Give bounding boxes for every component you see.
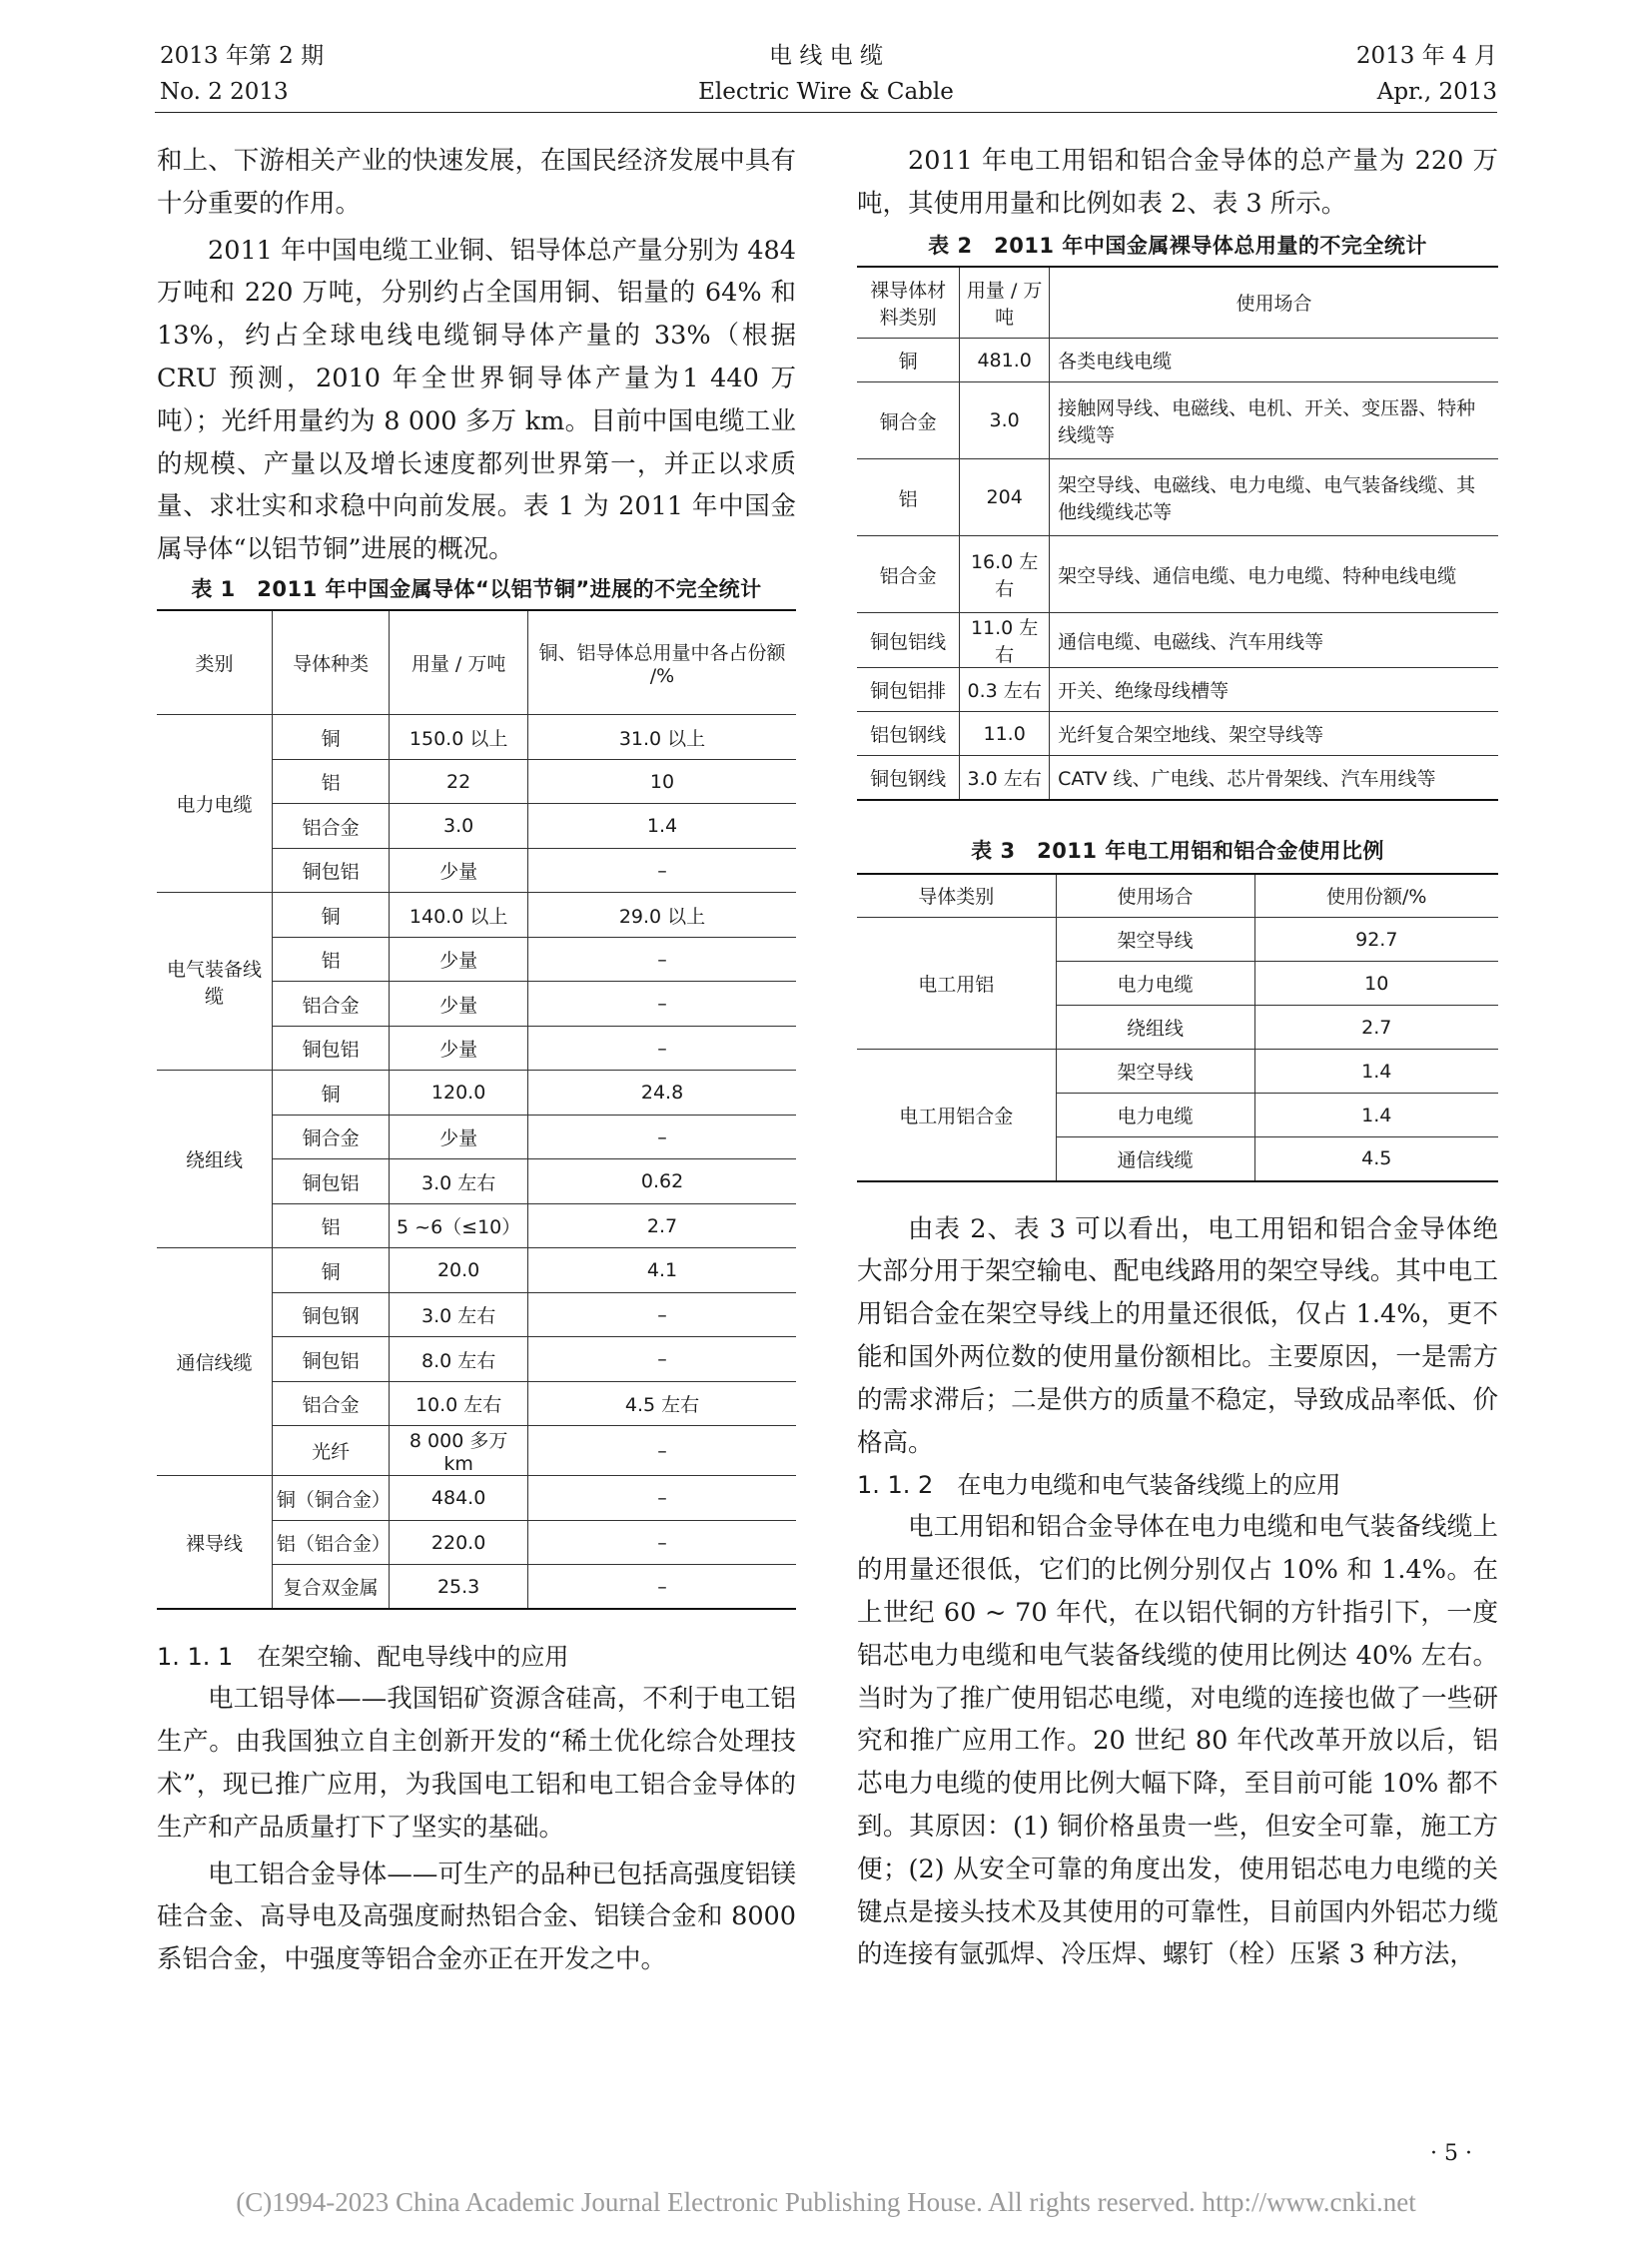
- table-header-cell: 铜、铝导体总用量中各占份额 /%: [528, 610, 796, 715]
- table-cell: 铜包铝: [272, 848, 389, 893]
- page-number: · 5 ·: [1430, 2141, 1472, 2166]
- table-cell: 电力电缆: [1056, 962, 1254, 1006]
- table-cell: –: [528, 1337, 796, 1382]
- category-cell: 电工用铝合金: [857, 1050, 1056, 1181]
- table-cell: 铜: [857, 339, 960, 382]
- table-cell: 3.0 左右: [960, 756, 1050, 800]
- table-cell: 3.0: [390, 804, 528, 849]
- table-cell: 铜合金: [272, 1115, 389, 1159]
- category-cell: 电力电缆: [157, 715, 272, 893]
- table-header-cell: 用量 / 万吨: [390, 610, 528, 715]
- table-cell: 光纤复合架空地线、架空导线等: [1050, 712, 1498, 756]
- journal-title-en: Electric Wire & Cable: [698, 79, 954, 105]
- date-en: Apr., 2013: [1376, 79, 1497, 105]
- table-cell: 22: [390, 759, 528, 804]
- table-cell: 8 000 多万 km: [390, 1426, 528, 1476]
- table-cell: 铜包铝排: [857, 668, 960, 712]
- table-cell: 少量: [390, 848, 528, 893]
- table-cell: 架空导线: [1056, 918, 1254, 962]
- right-column: [857, 140, 1498, 1976]
- table-cell: 铜: [272, 893, 389, 938]
- table-cell: 1.4: [528, 804, 796, 849]
- table-header-row: [157, 610, 796, 715]
- table-cell: 3.0 左右: [390, 1159, 528, 1204]
- left-column: [157, 140, 796, 1981]
- table-cell: 1.4: [1254, 1050, 1498, 1094]
- table-cell: 少量: [390, 982, 528, 1027]
- table-cell: CATV 线、广电线、芯片骨架线、汽车用线等: [1050, 756, 1498, 800]
- table-cell: –: [528, 937, 796, 982]
- table-cell: 开关、绝缘母线槽等: [1050, 668, 1498, 712]
- table-cell: 484.0: [390, 1476, 528, 1521]
- table-cell: 铝: [272, 1203, 389, 1248]
- table-cell: 140.0 以上: [390, 893, 528, 938]
- table-cell: 架空导线、通信电缆、电力电缆、特种电线电缆: [1050, 536, 1498, 613]
- table-cell: –: [528, 1565, 796, 1610]
- table-header-cell: 使用场合: [1056, 874, 1254, 918]
- table-cell: 4.1: [528, 1248, 796, 1293]
- paragraph: 电工铝导体——我国铝矿资源含硅高，不利于电工铝生产。由我国独立自主创新开发的“稀土优化综合处理技术”，现已推广应用，为我国电工铝和电工铝合金导体的生产和产品质量打下了坚实的基础。: [157, 1684, 796, 1843]
- table-cell: 铜包铝线: [857, 613, 960, 668]
- issue-en: No. 2 2013: [160, 79, 289, 105]
- table-row: [857, 756, 1498, 800]
- table-cell: 2.7: [528, 1203, 796, 1248]
- paragraph: 由表 2、表 3 可以看出，电工用铝和铝合金导体绝大部分用于架空输电、配电线路用的架空导线。其中电工用铝合金在架空导线上的用量还很低，仅占 1.4%，更不能和国外两位数的使用量份额相比。主要原因，一是需方的需求滞后；二是供方的质量不稳定，导致成品率低、价格高。: [857, 1213, 1498, 1458]
- table-cell: –: [528, 1026, 796, 1071]
- table-cell: 铝: [272, 759, 389, 804]
- table-row: [857, 918, 1498, 962]
- table-cell: 25.3: [390, 1565, 528, 1610]
- table-1: [157, 609, 796, 1611]
- table-cell: 通信电缆、电磁线、汽车用线等: [1050, 613, 1498, 668]
- table-cell: –: [528, 1115, 796, 1159]
- issue-cn: 2013 年第 2 期: [160, 43, 325, 69]
- copyright-footer: (C)1994-2023 China Academic Journal Electronic Publishing House. All rights reserved. http://www.cnki.net: [236, 2187, 1416, 2217]
- table-header-cell: 导体种类: [272, 610, 389, 715]
- table-3: [857, 873, 1498, 1182]
- table-cell: 2.7: [1254, 1006, 1498, 1050]
- table-cell: 铝包钢线: [857, 712, 960, 756]
- journal-title-cn: 电 线 电 缆: [769, 43, 883, 69]
- table-cell: 复合双金属: [272, 1565, 389, 1610]
- table-cell: 31.0 以上: [528, 715, 796, 760]
- table-cell: 10: [1254, 962, 1498, 1006]
- table-cell: 3.0 左右: [390, 1292, 528, 1337]
- table-row: [857, 613, 1498, 668]
- table-cell: 铝合金: [272, 1381, 389, 1426]
- table-caption: 表 1 2011 年中国金属导体“以铝节铜”进展的不完全统计: [191, 576, 762, 601]
- table-cell: –: [528, 1292, 796, 1337]
- table-cell: 481.0: [960, 339, 1050, 382]
- table-cell: 少量: [390, 937, 528, 982]
- table-cell: 铜（铜合金）: [272, 1476, 389, 1521]
- paragraph: 和上、下游相关产业的快速发展，在国民经济发展中具有十分重要的作用。: [157, 146, 796, 219]
- table-row: [857, 339, 1498, 382]
- table-cell: 架空导线: [1056, 1050, 1254, 1094]
- table-cell: 29.0 以上: [528, 893, 796, 938]
- table-cell: 铜包铝: [272, 1026, 389, 1071]
- table-row: [857, 459, 1498, 536]
- table-cell: –: [528, 1426, 796, 1476]
- table-cell: 铜合金: [857, 382, 960, 459]
- table-cell: –: [528, 1476, 796, 1521]
- table-cell: 铜包钢线: [857, 756, 960, 800]
- table-row: [157, 715, 796, 760]
- table-cell: 204: [960, 459, 1050, 536]
- table-cell: 24.8: [528, 1071, 796, 1116]
- table-header-cell: 类别: [157, 610, 272, 715]
- table-cell: –: [528, 982, 796, 1027]
- category-cell: 电工用铝: [857, 918, 1056, 1050]
- table-cell: 0.62: [528, 1159, 796, 1204]
- table-cell: 220.0: [390, 1520, 528, 1565]
- table-row: [157, 1071, 796, 1116]
- table-cell: 铜: [272, 1071, 389, 1116]
- table-cell: 少量: [390, 1026, 528, 1071]
- table-row: [157, 893, 796, 938]
- table-2: [857, 266, 1498, 801]
- table-header-row: [857, 874, 1498, 918]
- table-cell: 3.0: [960, 382, 1050, 459]
- table-header-cell: 使用场合: [1050, 267, 1498, 339]
- table-cell: 16.0 左右: [960, 536, 1050, 613]
- table-cell: 铜包钢: [272, 1292, 389, 1337]
- table-cell: 10.0 左右: [390, 1381, 528, 1426]
- table-cell: –: [528, 1520, 796, 1565]
- table-cell: 架空导线、电磁线、电力电缆、电气装备线缆、其他线缆线芯等: [1050, 459, 1498, 536]
- table-row: [857, 712, 1498, 756]
- table-cell: 铝（铝合金）: [272, 1520, 389, 1565]
- table-cell: 92.7: [1254, 918, 1498, 962]
- table-cell: 光纤: [272, 1426, 389, 1476]
- table-cell: 120.0: [390, 1071, 528, 1116]
- table-cell: –: [528, 848, 796, 893]
- table-header-cell: 裸导体材料类别: [857, 267, 960, 339]
- table-header-cell: 导体类别: [857, 874, 1056, 918]
- table-header-cell: 用量 / 万吨: [960, 267, 1050, 339]
- table-cell: 1.4: [1254, 1094, 1498, 1137]
- table-row: [857, 382, 1498, 459]
- table-cell: 铝合金: [272, 804, 389, 849]
- table-row: [857, 536, 1498, 613]
- table-cell: 少量: [390, 1115, 528, 1159]
- table-header-row: [857, 267, 1498, 339]
- paragraph: 2011 年电工用铝和铝合金导体的总产量为 220 万吨，其使用用量和比例如表 2、表 3 所示。: [857, 146, 1498, 219]
- section-heading: 1. 1. 1 在架空输、配电导线中的应用: [157, 1643, 569, 1672]
- section-heading: 1. 1. 2 在电力电缆和电气装备线缆上的应用: [857, 1471, 1341, 1500]
- table-cell: 铜: [272, 1248, 389, 1293]
- table-row: [857, 668, 1498, 712]
- table-cell: 铜包铝: [272, 1159, 389, 1204]
- table-cell: 11.0 左右: [960, 613, 1050, 668]
- table-cell: 4.5: [1254, 1137, 1498, 1181]
- table-cell: 4.5 左右: [528, 1381, 796, 1426]
- category-cell: 通信线缆: [157, 1248, 272, 1476]
- table-cell: 8.0 左右: [390, 1337, 528, 1382]
- table-cell: 11.0: [960, 712, 1050, 756]
- paragraph: 电工铝合金导体——可生产的品种已包括高强度铝镁硅合金、高导电及高强度耐热铝合金、铝镁合金和 8000 系铝合金，中强度等铝合金亦正在开发之中。: [157, 1859, 796, 1975]
- category-cell: 绕组线: [157, 1071, 272, 1248]
- table-cell: 铜: [272, 715, 389, 760]
- category-cell: 电气装备线缆: [157, 893, 272, 1071]
- table-caption: 表 3 2011 年电工用铝和铝合金使用比例: [971, 838, 1384, 863]
- table-cell: 铝: [272, 937, 389, 982]
- table-cell: 电力电缆: [1056, 1094, 1254, 1137]
- table-row: [157, 1476, 796, 1521]
- paragraph: 电工用铝和铝合金导体在电力电缆和电气装备线缆上的用量还很低，它们的比例分别仅占 10% 和 1.4%。在上世纪 60 ~ 70 年代，在以铝代铜的方针指引下，一度铝芯电力电缆和电气装备线缆的使用比例达 40% 左右。当时为了推广使用铝芯电缆，对电缆的连接也做了一些研究和推广应用工作。20 世纪 80 年代改革开放以后，铝芯电力电缆的使用比例大幅下降，至目前可能 10% 都不到。其原因：(1) 铜价格虽贵一些，但安全可靠，施工方便；(2) 从安全可靠的角度出发，使用铝芯电力电缆的关键点是接头技术及其使用的可靠性，目前国内外铝芯力缆的连接有氩弧焊、冷压焊、螺钉（栓）压紧 3 种方法，: [857, 1512, 1498, 1970]
- table-cell: 0.3 左右: [960, 668, 1050, 712]
- table-cell: 通信线缆: [1056, 1137, 1254, 1181]
- table-cell: 铝合金: [272, 982, 389, 1027]
- table-cell: 接触网导线、电磁线、电机、开关、变压器、特种线缆等: [1050, 382, 1498, 459]
- table-cell: 5 ~6（≤10）: [390, 1203, 528, 1248]
- table-cell: 10: [528, 759, 796, 804]
- table-caption: 表 2 2011 年中国金属裸导体总用量的不完全统计: [928, 233, 1427, 258]
- table-cell: 150.0 以上: [390, 715, 528, 760]
- table-cell: 铜包铝: [272, 1337, 389, 1382]
- table-cell: 铝: [857, 459, 960, 536]
- running-header-right: [1356, 38, 1497, 110]
- table-cell: 各类电线电缆: [1050, 339, 1498, 382]
- header-rule: [155, 112, 1497, 113]
- table-cell: 绕组线: [1056, 1006, 1254, 1050]
- table-cell: 铝合金: [857, 536, 960, 613]
- table-row: [857, 1050, 1498, 1094]
- table-cell: 20.0: [390, 1248, 528, 1293]
- table-row: [157, 1248, 796, 1293]
- category-cell: 裸导线: [157, 1476, 272, 1610]
- table-header-cell: 使用份额/%: [1254, 874, 1498, 918]
- paragraph: 2011 年中国电缆工业铜、铝导体总产量分别为 484 万吨和 220 万吨，分别约占全国用铜、铝量的 64% 和 13%，约占全球电线电缆铜导体产量的 33%（根据 CRU 预测，2010 年全世界铜导体产量为1 440 万吨）；光纤用量约为 8 000 多万 km。目前中国电缆工业的规模、产量以及增长速度都列世界第一，并正以求质量、求壮实和求稳中向前发展。表 1 为 2011 年中国金属导体“以铝节铜”进展的概况。: [157, 235, 796, 565]
- date-cn: 2013 年 4 月: [1355, 43, 1497, 69]
